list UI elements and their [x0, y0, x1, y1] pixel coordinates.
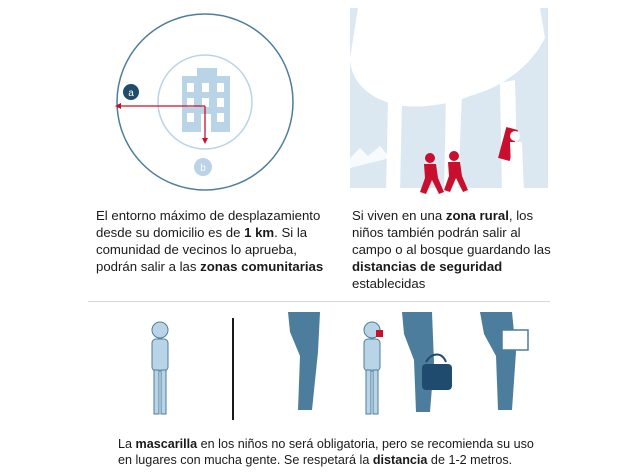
- rural-scene-illustration: [350, 8, 548, 203]
- marker-a-label: a: [128, 88, 134, 99]
- caption-distance-text-1: El entorno máximo de desplazamiento desde su domicilio es de: [96, 208, 321, 240]
- caption-mask-text-2: en los niños no será obligatoria, pero se recomienda su uso en lugares con mucha gente. Se respetará la: [118, 437, 534, 467]
- child-with-mask-icon: [152, 322, 168, 414]
- caption-distance-zones: zonas comunitarias: [200, 259, 324, 274]
- caption-rural-text-1: Si viven en una: [352, 208, 446, 223]
- caption-rural: [352, 207, 552, 292]
- caption-mask-text-1: La: [118, 437, 136, 451]
- section-divider: [88, 301, 550, 302]
- caption-mask-text-3: de 1-2 metros.: [427, 453, 513, 467]
- house-icon: [182, 68, 230, 132]
- adult-legs-icon: [288, 312, 320, 410]
- shopping-bag-icon: [422, 355, 452, 391]
- caption-mask: [118, 436, 538, 468]
- shopping-bag-icon: [502, 330, 528, 350]
- caption-rural-zone: zona rural: [445, 208, 509, 223]
- caption-rural-distances: distancias de seguridad: [352, 259, 503, 274]
- child-with-mask-icon: [364, 322, 383, 414]
- adult-legs-icon: [402, 312, 434, 412]
- marker-b-label: b: [200, 163, 206, 174]
- distance-map-illustration: [85, 10, 310, 200]
- caption-distance-text-2: . Si la comunidad de vecinos lo aprueba, podrán salir a las: [96, 225, 308, 274]
- caption-distance-km: 1 km: [244, 225, 275, 240]
- figure-divider: [232, 318, 234, 420]
- caption-rural-text-3: establecidas: [352, 276, 426, 291]
- mask-illustration: [140, 312, 540, 424]
- caption-mask-distance: distancia: [372, 453, 428, 467]
- caption-distance: [96, 207, 336, 275]
- adult-legs-icon: [480, 312, 516, 410]
- caption-mask-word: mascarilla: [135, 437, 198, 451]
- caption-rural-text-2: , los niños también podrán salir al campo o al bosque guardando las: [352, 208, 551, 257]
